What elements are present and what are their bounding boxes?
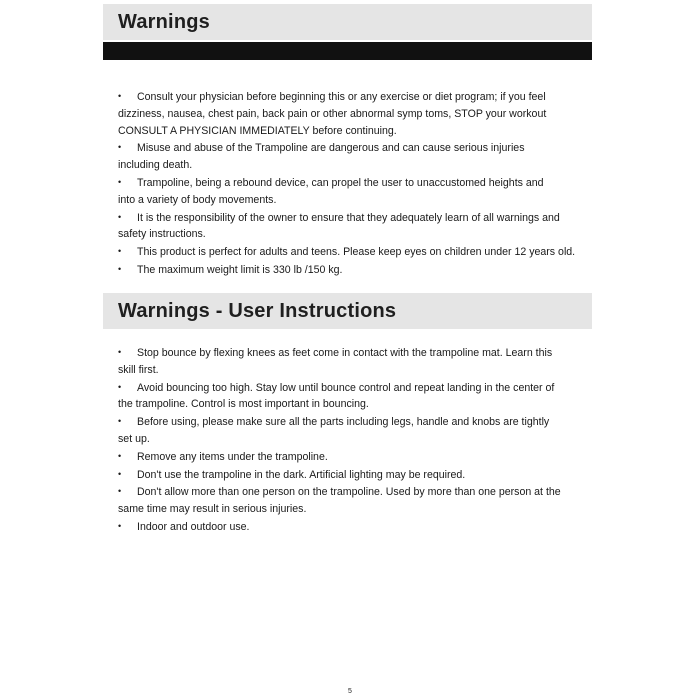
user-instructions-list [118, 344, 608, 536]
list-item-text: skill first. [118, 363, 159, 376]
list-item-line [118, 226, 608, 243]
list-item [118, 174, 608, 209]
list-item-text: into a variety of body movements. [118, 193, 277, 206]
list-item-line [118, 243, 608, 261]
list-item-line [118, 192, 608, 209]
list-item-line [118, 518, 608, 536]
list-item-text: This product is perfect for adults and teens. Please keep eyes on children under 12 years old. [137, 246, 576, 259]
list-item [118, 261, 608, 279]
list-item-line [118, 466, 608, 484]
page-number: 5 [348, 688, 352, 695]
list-item [118, 344, 608, 379]
list-item [118, 139, 608, 174]
list-item [118, 209, 608, 244]
list-item-text: dizziness, nausea, chest pain, back pain or other abnormal symp toms, STOP your workout [118, 107, 547, 120]
user-instructions-title: Warnings - User Instructions [118, 299, 397, 322]
bullet-icon: • [118, 91, 122, 101]
list-item-line [118, 174, 608, 192]
list-item [118, 379, 608, 414]
list-item-text: Stop bounce by flexing knees as feet come in contact with the trampoline mat. Learn this [137, 347, 553, 359]
list-item-line [118, 413, 608, 431]
bullet-icon: • [118, 416, 122, 427]
list-item-text: Trampoline, being a rebound device, can propel the user to unaccustomed heights and [137, 176, 544, 189]
list-item-text: The maximum weight limit is 330 lb /150 kg. [137, 263, 343, 276]
list-item-line [118, 157, 608, 174]
list-item [118, 413, 608, 448]
bullet-icon: • [118, 450, 122, 461]
bullet-icon: • [118, 176, 122, 187]
list-item [118, 518, 608, 536]
list-item-text: It is the responsibility of the owner to ensure that they adequately learn of all warnings and [137, 211, 560, 224]
list-item-text: Consult your physician before beginning this or any exercise or diet program; if you feel [137, 91, 546, 103]
bullet-icon: • [118, 468, 122, 479]
list-item-text: Avoid bouncing too high. Stay low until bounce control and repeat landing in the center of [137, 381, 555, 394]
list-item-text: Indoor and outdoor use. [137, 520, 250, 533]
bullet-icon: • [118, 142, 122, 153]
bullet-icon: • [118, 486, 122, 497]
list-item [118, 88, 608, 139]
list-item-line [118, 379, 608, 397]
list-item-line [118, 396, 608, 413]
warnings-list [118, 88, 608, 279]
bullet-icon: • [118, 263, 122, 274]
list-item-text: Don't allow more than one person on the trampoline. Used by more than one person at the [137, 486, 561, 499]
list-item-line [118, 261, 608, 279]
list-item [118, 466, 608, 484]
bullet-icon: • [118, 347, 122, 357]
list-item-text: Before using, please make sure all the parts including legs, handle and knobs are tightly [137, 416, 550, 429]
list-item-text: CONSULT A PHYSICIAN IMMEDIATELY before continuing. [118, 124, 397, 137]
bullet-icon: • [118, 246, 122, 257]
list-item-text: Don't use the trampoline in the dark. Artificial lighting may be required. [137, 468, 466, 481]
list-item-line [118, 483, 608, 501]
list-item-line [118, 139, 608, 157]
list-item-line [118, 448, 608, 466]
list-item-text: including death. [118, 159, 193, 172]
list-item-text: Remove any items under the trampoline. [137, 450, 328, 463]
list-item-line [118, 362, 608, 379]
list-item-text: Misuse and abuse of the Trampoline are dangerous and can cause serious injuries [137, 142, 525, 155]
bullet-icon: • [118, 520, 122, 531]
list-item-text: same time may result in serious injuries. [118, 503, 307, 516]
list-item [118, 483, 608, 518]
list-item-line [118, 123, 608, 140]
warnings-heading-bar [103, 4, 592, 40]
bullet-icon: • [118, 211, 122, 222]
list-item-text: the trampoline. Control is most important in bouncing. [118, 398, 369, 411]
list-item-line [118, 209, 608, 227]
list-item-line [118, 344, 608, 362]
list-item-line [118, 88, 608, 106]
list-item-line [118, 501, 608, 518]
list-item-line [118, 106, 608, 123]
section-divider-bar [103, 42, 592, 60]
list-item-text: safety instructions. [118, 228, 206, 241]
list-item [118, 448, 608, 466]
list-item-line [118, 431, 608, 448]
warnings-title: Warnings [118, 10, 210, 33]
user-instructions-heading-bar [103, 293, 592, 329]
list-item-text: set up. [118, 432, 150, 445]
list-item [118, 243, 608, 261]
bullet-icon: • [118, 381, 122, 392]
